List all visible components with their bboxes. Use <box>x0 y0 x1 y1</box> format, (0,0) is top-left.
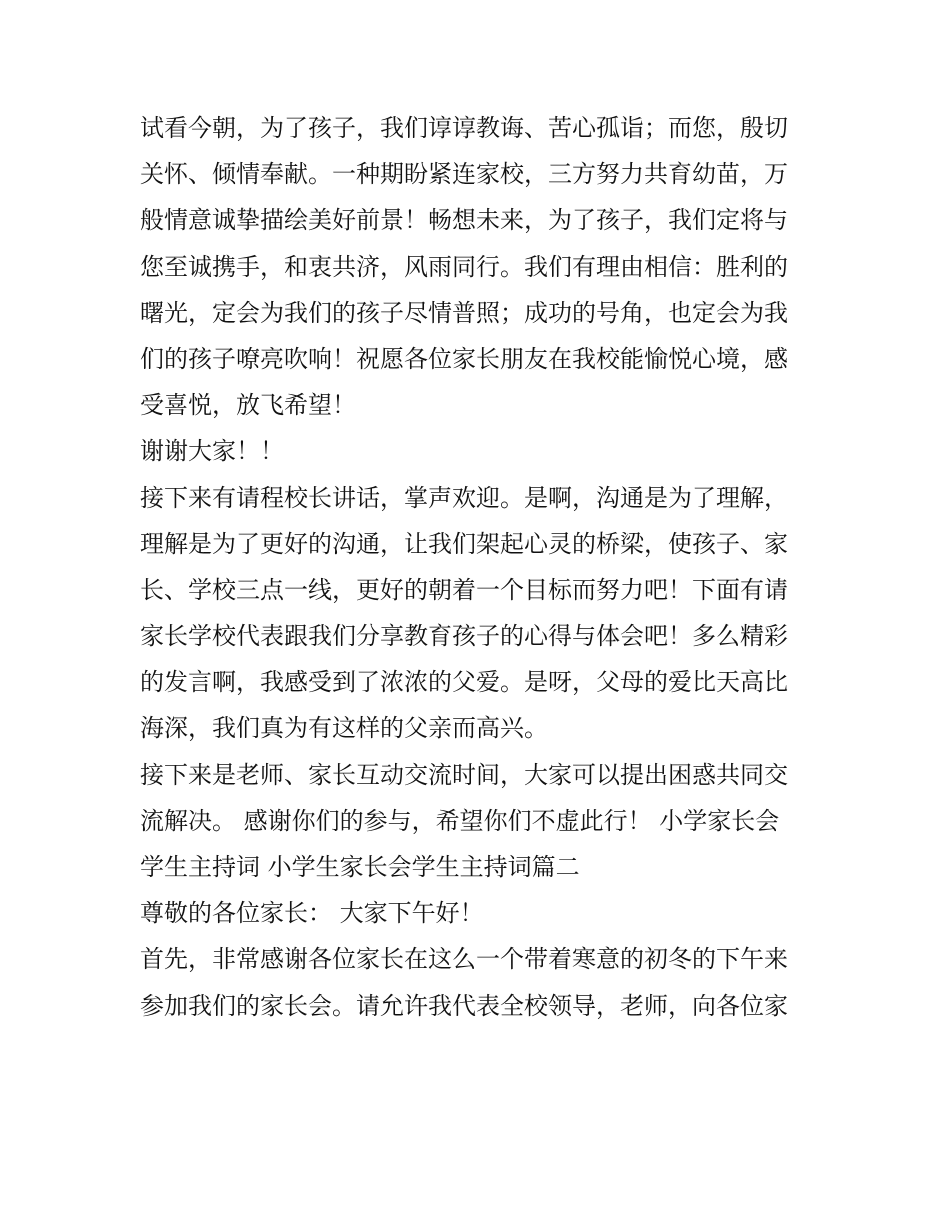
text-line: 尊敬的各位家长： 大家下午好！ <box>140 899 484 928</box>
text-line: 曙光，定会为我们的孩子尽情普照；成功的号角，也定会为我 <box>140 298 788 327</box>
text-line: 家长学校代表跟我们分享教育孩子的心得与体会吧！多么精彩 <box>140 622 788 651</box>
text-line: 学生主持词 小学生家长会学生主持词篇二 <box>140 853 580 881</box>
text-line: 接下来是老师、家长互动交流时间，大家可以提出困惑共同交 <box>140 760 788 789</box>
text-line: 们的孩子嘹亮吹响！祝愿各位家长朋友在我校能愉悦心境，感 <box>140 344 788 373</box>
text-line: 参加我们的家长会。请允许我代表全校领导，老师，向各位家 <box>140 991 788 1020</box>
text-line: 海深，我们真为有这样的父亲而高兴。 <box>140 714 548 743</box>
text-line: 关怀、倾情奉献。一种期盼紧连家校，三方努力共育幼苗，万 <box>140 160 788 189</box>
text-line: 的发言啊，我感受到了浓浓的父爱。是呀，父母的爱比天高比 <box>140 668 788 697</box>
text-line: 首先，非常感谢各位家长在这么一个带着寒意的初冬的下午来 <box>140 945 788 974</box>
text-line: 长、学校三点一线，更好的朝着一个目标而努力吧！下面有请 <box>140 575 788 604</box>
text-line: 接下来有请程校长讲话，掌声欢迎。是啊，沟通是为了理解， <box>140 483 788 512</box>
text-line: 谢谢大家！！ <box>140 437 284 466</box>
text-line: 受喜悦，放飞希望！ <box>140 391 356 420</box>
document-body <box>140 105 820 1029</box>
text-line: 试看今朝，为了孩子，我们谆谆教诲、苦心孤诣；而您，殷切 <box>140 114 788 142</box>
text-line: 般情意诚挚描绘美好前景！畅想未来，为了孩子，我们定将与 <box>140 206 788 235</box>
text-line: 您至诚携手，和衷共济，风雨同行。我们有理由相信：胜利的 <box>140 252 788 281</box>
text-line: 流解决。 感谢你们的参与，希望你们不虚此行！ 小学家长会 <box>140 806 780 835</box>
text-line: 理解是为了更好的沟通，让我们架起心灵的桥梁，使孩子、家 <box>140 529 788 558</box>
